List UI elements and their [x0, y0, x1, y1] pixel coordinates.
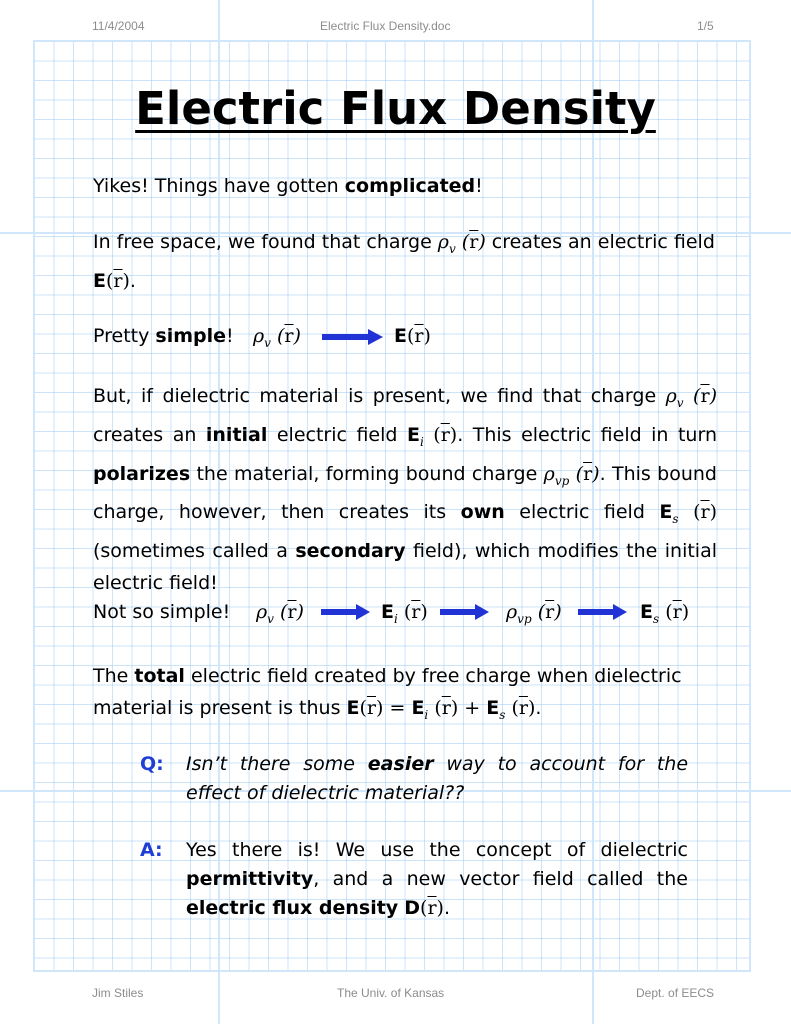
- text: In free space, we found that charge: [93, 231, 438, 253]
- footer-institution: The Univ. of Kansas: [337, 986, 445, 1000]
- right-arrow-icon: [578, 603, 628, 621]
- footer-department: Dept. of EECS: [636, 986, 715, 1000]
- rho-v-symbol: $\rho_v$ $(\overline{r})$: [256, 601, 304, 626]
- question-label: Q:: [140, 753, 164, 775]
- right-arrow-icon: [321, 603, 371, 621]
- E-symbol: E: [93, 269, 106, 292]
- rho-vp-symbol: $\rho_{vp}$ $(\overline{r})$: [506, 601, 562, 626]
- question-text: Isn’t there some easier way to account for the effect of dielectric material??: [186, 753, 689, 804]
- text: !: [475, 175, 483, 197]
- pretty-simple-label: Pretty simple!: [93, 325, 234, 347]
- text: Yikes! Things have gotten: [93, 175, 345, 197]
- page-title: Electric Flux Density: [135, 82, 656, 135]
- answer-label: A:: [140, 839, 163, 861]
- question-block: [140, 750, 688, 808]
- paragraph-free-space: In free space, we found that charge $\rho_v$ $(\overline{r})$ creates an electric field $E(\overline{r})$.: [93, 231, 715, 292]
- right-arrow-icon: [440, 603, 490, 621]
- right-arrow-icon: [322, 328, 384, 346]
- Es-of-r-symbol: $E_s$ $(\overline{r})$: [640, 601, 690, 626]
- rho-v-symbol: $\rho_v$ $(\overline{r})$: [437, 231, 486, 256]
- Ei-of-r-symbol: $E_i$ $(\overline{r})$: [381, 601, 428, 626]
- header-filename: Electric Flux Density.doc: [320, 19, 451, 33]
- paragraph-total-field: The total electric field created by free charge when dielectric material is present is thus $E(\overline{r}) = E_i$ $(\overline{r}) + E_s$ $(\overline{r})$.: [93, 665, 682, 722]
- paragraph-dielectric: But, if dielectric material is present, we find that charge $\rho_v$ $(\overline{r})$ creates an initial electric field $E_i$ $(\overline{r})$. This electric field in turn polarizes the material, forming bound charge $\rho_{vp}$ $(\overline{r})$. This bound charge, however, then creates its own electric field $E_s$ $(\overline{r})$ (sometimes called a secondary field), which modifies the initial electric field!: [93, 385, 717, 595]
- header-date: 11/4/2004: [92, 19, 145, 33]
- paragraph-intro: [93, 170, 717, 202]
- E-of-r-symbol: $E(\overline{r})$: [394, 325, 431, 347]
- rho-v-symbol: $\rho_v$ $(\overline{r})$: [253, 325, 301, 350]
- answer-block: [140, 836, 688, 923]
- not-so-simple-label: Not so simple!: [93, 601, 231, 623]
- answer-text: Yes there is! We use the concept of dielectric permittivity, and a new vector field called the electric flux density $D(\overline{r})$.: [186, 839, 688, 919]
- header-page: 1/5: [697, 19, 714, 33]
- bold-text: complicated: [344, 175, 476, 197]
- footer-author: Jim Stiles: [92, 986, 144, 1000]
- text: creates an electric field: [491, 231, 715, 253]
